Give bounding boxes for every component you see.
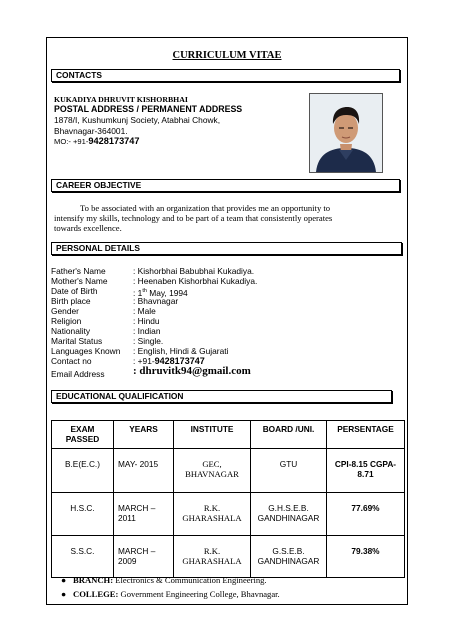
education-heading: EDUCATIONAL QUALIFICATION: [51, 390, 392, 403]
college-value: Government Engineering College, Bhavnagar.: [118, 589, 280, 599]
branch-value: Electronics & Communication Engineering.: [113, 575, 267, 585]
education-table: [51, 420, 405, 578]
header-percentage: PERSENTAGE: [327, 421, 405, 449]
cell-years: MARCH – 2011: [114, 493, 174, 536]
birth-place-value: : Bhavnagar: [133, 296, 179, 306]
header-years: YEARS: [114, 421, 174, 449]
dob-label: Date of Birth: [51, 286, 98, 296]
person-portrait-icon: [310, 94, 382, 172]
table-row: [52, 449, 405, 493]
header-board: BOARD /UNI.: [251, 421, 327, 449]
address-line-2: Bhavnagar-364001.: [54, 126, 128, 136]
career-objective-heading: CAREER OBJECTIVE: [51, 179, 400, 192]
dob-ordinal: th: [142, 288, 147, 294]
contact-label: Contact no: [51, 356, 92, 366]
education-bullets: [61, 573, 280, 601]
header-institute: INSTITUTE: [174, 421, 251, 449]
college-label: COLLEGE:: [73, 589, 119, 599]
dob-day: : 1: [133, 287, 143, 298]
fathers-name-value: : Kishorbhai Babubhai Kukadiya.: [133, 266, 255, 276]
languages-label: Languages Known: [51, 346, 121, 356]
gender-label: Gender: [51, 306, 79, 316]
marital-status-label: Marital Status: [51, 336, 103, 346]
cell-years: MARCH – 2009: [114, 536, 174, 578]
candidate-name: KUKADIYA DHRUVIT KISHORBHAI: [54, 95, 188, 104]
address-line-1: 1878/I, Kushumkunj Society, Atabhai Chowk,: [54, 115, 221, 125]
cell-exam: B.E(E.C.): [52, 449, 114, 493]
table-header-row: [52, 421, 405, 449]
profile-photo: [309, 93, 383, 173]
cell-exam: H.S.C.: [52, 493, 114, 536]
fathers-name-label: Father's Name: [51, 266, 106, 276]
table-row: [52, 536, 405, 578]
cell-institute: R.K. GHARASHALA: [174, 536, 251, 578]
marital-status-value: : Single.: [133, 336, 164, 346]
birth-place-label: Birth place: [51, 296, 91, 306]
contact-prefix: : +91-: [133, 356, 155, 366]
mobile-line: [54, 136, 140, 147]
personal-details-heading: PERSONAL DETAILS: [51, 242, 402, 255]
cell-institute: GEC, BHAVNAGAR: [174, 449, 251, 493]
gender-value: : Male: [133, 306, 156, 316]
mobile-number: 9428173747: [88, 136, 140, 146]
dob-month-year: May, 1994: [146, 287, 188, 298]
career-objective-line-3: towards excellence.: [54, 223, 122, 233]
mobile-prefix: MO:- +91-: [54, 137, 89, 146]
cell-board: G.H.S.E.B. GANDHINAGAR: [251, 493, 327, 536]
career-objective-line-1: To be associated with an organization that provides me an opportunity to: [80, 203, 331, 213]
list-item: [61, 573, 280, 587]
contacts-heading: CONTACTS: [51, 69, 400, 82]
mothers-name-value: : Heenaben Kishorbhai Kukadiya.: [133, 276, 258, 286]
languages-value: : English, Hindi & Gujarati: [133, 346, 229, 356]
nationality-label: Nationality: [51, 326, 91, 336]
cell-percentage: CPI-8.15 CGPA-8.71: [327, 449, 405, 493]
email-value: : dhruvitk94@gmail.com: [133, 365, 251, 377]
cell-board: G.S.E.B. GANDHINAGAR: [251, 536, 327, 578]
header-exam: EXAM PASSED: [52, 421, 114, 449]
cell-exam: S.S.C.: [52, 536, 114, 578]
branch-label: BRANCH:: [73, 575, 114, 585]
religion-label: Religion: [51, 316, 82, 326]
address-label: POSTAL ADDRESS / PERMANENT ADDRESS: [54, 104, 243, 114]
cell-years: MAY- 2015: [114, 449, 174, 493]
religion-value: : Hindu: [133, 316, 160, 326]
resume-page: [46, 37, 408, 605]
cell-institute: R.K. GHARASHALA: [174, 493, 251, 536]
table-row: [52, 493, 405, 536]
cell-percentage: 77.69%: [327, 493, 405, 536]
bullet-icon: ●: [61, 575, 67, 585]
cell-board: GTU: [251, 449, 327, 493]
document-title: CURRICULUM VITAE: [172, 50, 282, 61]
mothers-name-label: Mother's Name: [51, 276, 108, 286]
cell-percentage: 79.38%: [327, 536, 405, 578]
contact-number: 9428173747: [154, 356, 205, 366]
list-item: [61, 587, 280, 601]
bullet-icon: ●: [61, 589, 67, 599]
career-objective-line-2: intensify my skills, technology and to be part of a team that consistently operates: [54, 213, 333, 223]
nationality-value: : Indian: [133, 326, 161, 336]
email-label: Email Address: [51, 369, 105, 379]
